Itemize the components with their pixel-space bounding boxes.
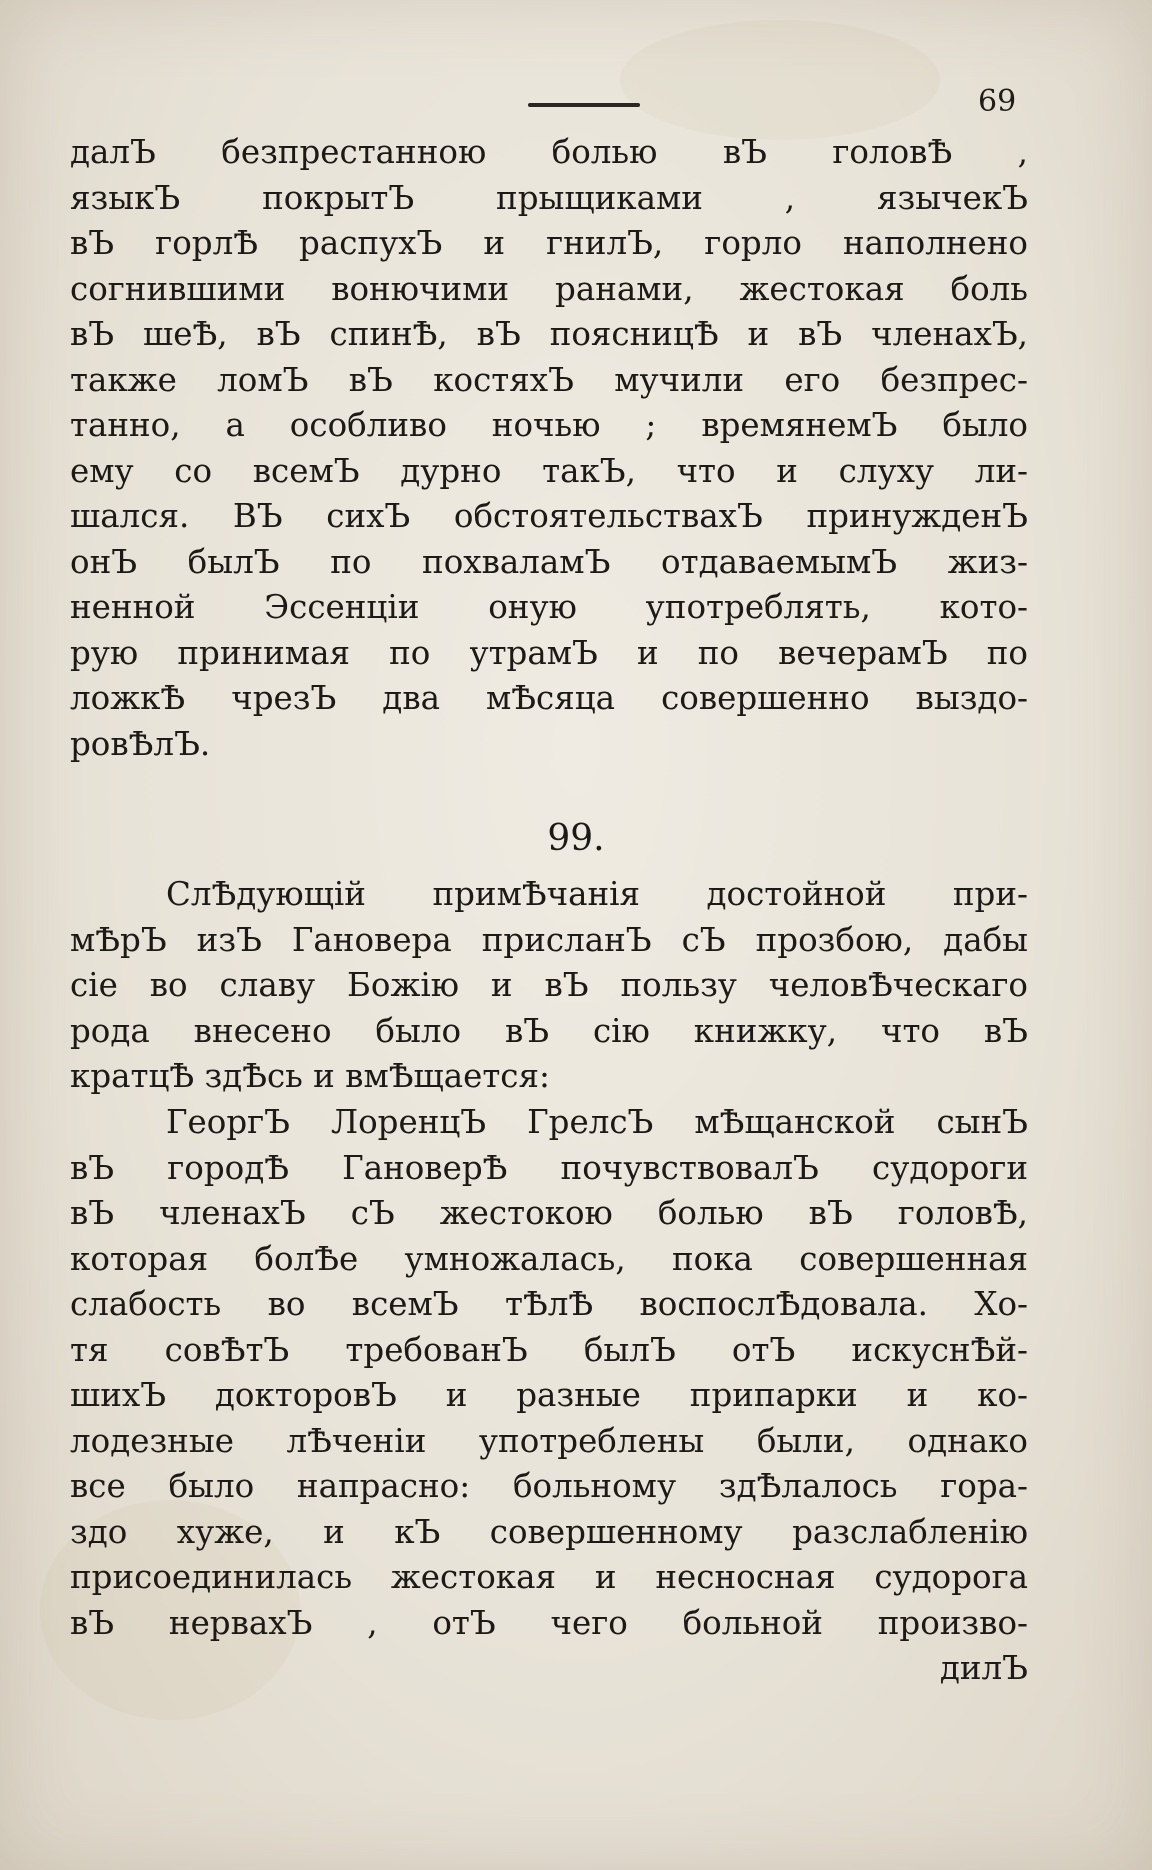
text-line: согнившими вонючими ранами, жестокая боль — [70, 269, 1028, 308]
paper-stain — [620, 20, 940, 140]
text-line: все было напрасно: больному здѢлалось гора- — [70, 1467, 1028, 1505]
text-line: вЪ членахЪ сЪ жестокою болью вЪ головѢ, — [70, 1194, 1028, 1232]
text-line: мѢрЪ изЪ Гановера присланЪ сЪ прозбою, дабы — [70, 920, 1028, 959]
text-line: которая болѢе умножалась, пока совершенная — [70, 1239, 1028, 1278]
text-line: ненной Эссенцiи оную употреблять, кото- — [70, 588, 1028, 626]
text-line: также ломЪ вЪ костяхЪ мучили его безпрес- — [70, 360, 1028, 399]
text-line: ему со всемЪ дурно такЪ, что и слуху ли- — [70, 451, 1028, 490]
text-line: сiе во славу Божiю и вЪ пользу человѢческаго — [70, 966, 1028, 1004]
text-line: рую принимая по утрамЪ и по вечерамЪ по — [70, 633, 1028, 672]
text-line: вЪ шеѢ, вЪ спинѢ, вЪ поясницѢ и вЪ членахЪ, — [70, 315, 1028, 353]
text-line: вЪ горлѢ распухЪ и гнилЪ, горло наполнено — [70, 224, 1028, 262]
text-line: вЪ городѢ ГановерѢ почувствовалЪ судороги — [70, 1148, 1028, 1187]
catchword: дилЪ — [939, 1649, 1028, 1687]
text-line: тя совѢтЪ требованЪ былЪ отЪ искуснѢй- — [70, 1330, 1028, 1369]
page-number: 69 — [978, 84, 1017, 119]
text-line: далЪ безпрестанною болью вЪ головѢ , — [70, 133, 1028, 171]
text-line: шихЪ докторовЪ и разные припарки и ко- — [70, 1376, 1028, 1414]
paragraph-continuation — [70, 130, 1028, 767]
text-line: ГеоргЪ ЛоренцЪ ГрелсЪ мѢщанской сынЪ — [166, 1103, 1028, 1141]
section-number: 99. — [547, 818, 605, 859]
text-line: ровѢлЪ. — [70, 724, 211, 763]
text-line: языкЪ покрытЪ прыщиками , язычекЪ — [70, 178, 1028, 217]
text-line: лодезные лѢченiи употреблены были, однако — [70, 1421, 1028, 1460]
text-line: слабость во всемЪ тѢлѢ воспослѢдовала. Хо- — [70, 1285, 1028, 1323]
text-line: ложкѢ чрезЪ два мѢсяца совершенно выздо- — [70, 679, 1028, 717]
text-line: вЪ нервахЪ , отЪ чего больной произво- — [70, 1603, 1028, 1642]
header-rule — [528, 103, 640, 107]
text-line: шался. ВЪ сихЪ обстоятельствахЪ принужденЪ — [70, 497, 1028, 535]
paragraph-intro — [70, 872, 1028, 1100]
text-line: танно, а особливо ночью ; времянемЪ было — [70, 406, 1028, 444]
text-line: присоединилась жестокая и несносная судорога — [70, 1558, 1028, 1596]
text-line: здо хуже, и кЪ совершенному разслабленiю — [70, 1512, 1028, 1551]
text-line: рода внесено было вЪ сiю книжку, что вЪ — [70, 1011, 1028, 1050]
text-line: кратцѢ здѢсь и вмѢщается: — [70, 1057, 550, 1095]
paragraph-case — [70, 1100, 1028, 1692]
text-line: СлѢдующiй примѢчанiя достойной при- — [166, 875, 1028, 913]
text-line: онЪ былЪ по похваламЪ отдаваемымЪ жиз- — [70, 542, 1028, 581]
